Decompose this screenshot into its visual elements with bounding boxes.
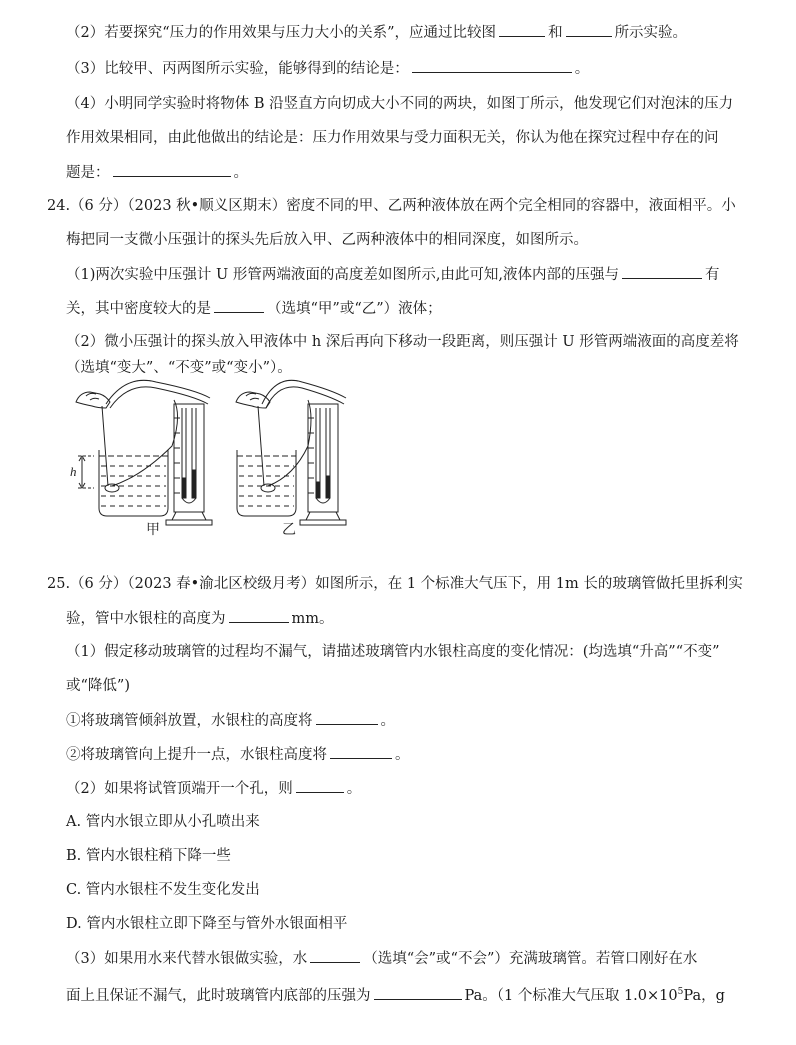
q25-part3-line2: 面上且保证不漏气，此时玻璃管内底部的压强为 Pa。（1 个标准大气压取 $1.0\times 10^5Pa$，g <box>66 982 725 1006</box>
q25-option-d[interactable]: D. 管内水银柱立即下降至与管外水银面相平 <box>66 916 348 932</box>
answer-blank[interactable] <box>310 948 360 963</box>
q25-stem-line2: 验，管中水银柱的高度为 mm。 <box>66 608 334 629</box>
answer-blank[interactable] <box>229 608 289 623</box>
q24-stem-line1: 24.（6 分）（2023 秋•顺义区期末）密度不同的甲、乙两种液体放在两个完全相同的容器中，液面相平。小 <box>47 198 736 214</box>
setup-yi <box>236 380 346 525</box>
answer-blank[interactable] <box>566 22 612 37</box>
q23-part2: （2）若要探究“压力的作用效果与压力大小的关系”，应通过比较图 和 所示实验。 <box>66 22 687 43</box>
q25-choice2: ②将玻璃管向上提升一点，水银柱高度将 。 <box>66 744 410 765</box>
q23-part4-line3: 题是： 。 <box>66 162 248 183</box>
q24-part1-line2: 关，其中密度较大的是 （选填“甲”或“乙”）液体； <box>66 298 442 319</box>
answer-blank[interactable] <box>412 58 572 73</box>
figure-label-yi: 乙 <box>282 522 296 538</box>
q25-part2: （2）如果将试管顶端开一个孔，则 。 <box>66 778 361 799</box>
q25-option-b[interactable]: B. 管内水银柱稍下降一些 <box>66 848 231 864</box>
answer-blank[interactable] <box>113 162 231 177</box>
q25-stem-line1: 25.（6 分）（2023 春•渝北区校级月考）如图所示，在 1 个标准大气压下，用 1m 长的玻璃管做托里拆利实 <box>47 576 743 592</box>
answer-blank[interactable] <box>296 778 344 793</box>
depth-label: h <box>70 464 77 479</box>
q25-choice1: ①将玻璃管倾斜放置，水银柱的高度将 。 <box>66 710 395 731</box>
answer-blank[interactable] <box>499 22 545 37</box>
q25-option-c[interactable]: C. 管内水银柱不发生变化发出 <box>66 882 260 898</box>
q23-part4-line1: （4）小明同学实验时将物体 B 沿竖直方向切成大小不同的两块，如图丁所示，他发现它们对泡沫的压力 <box>66 96 734 112</box>
q24-part2-line1: （2）微小压强计的探头放入甲液体中 h 深后再向下移动一段距离，则压强计 U 形管两端液面的高度差将 <box>66 334 739 350</box>
answer-blank[interactable] <box>374 985 462 1000</box>
answer-blank[interactable] <box>214 298 264 313</box>
figure-label-jia: 甲 <box>146 522 160 538</box>
answer-blank[interactable] <box>330 744 392 759</box>
q24-part2-line2: （选填“变大”、“不变”或“变小”）。 <box>66 360 292 376</box>
answer-blank[interactable] <box>316 710 378 725</box>
q23-part3: （3）比较甲、丙两图所示实验，能够得到的结论是： 。 <box>66 58 589 79</box>
q25-option-a[interactable]: A. 管内水银立即从小孔喷出来 <box>66 814 260 830</box>
q24-stem-line2: 梅把同一支微小压强计的探头先后放入甲、乙两种液体中的相同深度，如图所示。 <box>66 232 588 248</box>
q25-part1-line1: （1）假定移动玻璃管的过程均不漏气，请描述玻璃管内水银柱高度的变化情况：(均选填“升高”“不变” <box>66 644 720 660</box>
q25-part1-line2: 或“降低”) <box>66 678 130 694</box>
pressure-gauge-figure <box>64 378 354 538</box>
q25-part3-line1: （3）如果用水来代替水银做实验，水 （选填“会”或“不会”）充满玻璃管。若管口刚好在水 <box>66 948 697 969</box>
answer-blank[interactable] <box>622 264 702 279</box>
q23-part4-line2: 作用效果相同，由此他做出的结论是：压力作用效果与受力面积无关，你认为他在探究过程中存在的问 <box>66 130 719 146</box>
setup-jia <box>76 380 212 525</box>
q24-part1-line1: （1)两次实验中压强计 U 形管两端液面的高度差如图所示,由此可知,液体内部的压强与 有 <box>66 264 720 285</box>
